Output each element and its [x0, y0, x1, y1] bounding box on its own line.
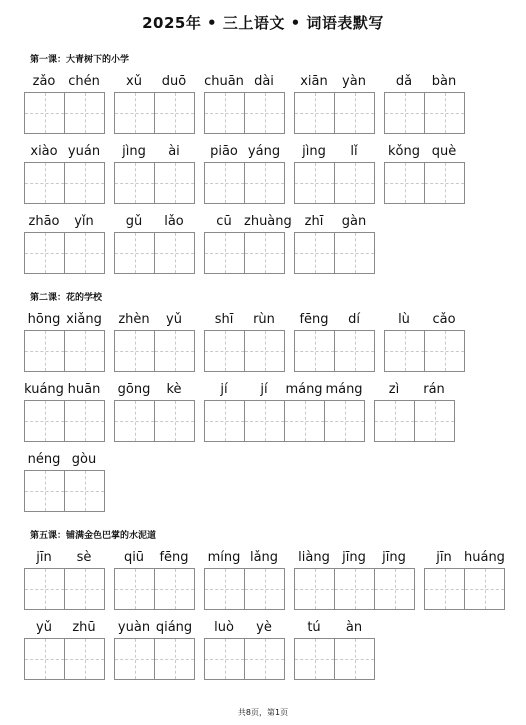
- writing-grid: [204, 330, 285, 372]
- pinyin-row: [294, 144, 375, 160]
- writing-grid: [24, 638, 105, 680]
- pinyin-row: [204, 382, 365, 398]
- pinyin-syllable: hōng: [27, 312, 61, 327]
- pinyin-syllable: gàn: [341, 214, 367, 229]
- writing-grid: [294, 330, 375, 372]
- writing-grid: [114, 638, 195, 680]
- pinyin-syllable: kǒng: [388, 144, 420, 159]
- writing-grid: [24, 470, 105, 512]
- word-group: [294, 214, 375, 274]
- pinyin-syllable: lǎng: [249, 550, 279, 565]
- word-group: [114, 74, 195, 134]
- pinyin-syllable: bàn: [431, 74, 457, 89]
- writing-box[interactable]: [65, 401, 104, 441]
- pinyin-row: [384, 312, 465, 328]
- writing-box[interactable]: [335, 93, 374, 133]
- writing-box[interactable]: [245, 163, 284, 203]
- pinyin-syllable: jìng: [122, 144, 146, 159]
- pinyin-syllable: cǎo: [432, 312, 456, 327]
- pinyin-row: [24, 214, 105, 230]
- pinyin-syllable: máng: [285, 382, 323, 397]
- writing-box[interactable]: [295, 569, 335, 609]
- pinyin-syllable: xiào: [30, 144, 58, 159]
- pinyin-syllable: xiǎng: [66, 312, 102, 327]
- writing-grid: [374, 400, 455, 442]
- writing-box[interactable]: [65, 233, 104, 273]
- pinyin-row: [114, 382, 195, 398]
- writing-box[interactable]: [205, 639, 245, 679]
- pinyin-syllable: chuān: [204, 74, 244, 89]
- writing-grid: [114, 92, 195, 134]
- pinyin-syllable: dí: [348, 312, 360, 327]
- writing-grid: [424, 568, 505, 610]
- writing-grid: [24, 232, 105, 274]
- pinyin-row: [204, 214, 292, 230]
- pinyin-syllable: yè: [256, 620, 272, 635]
- writing-box[interactable]: [25, 163, 65, 203]
- pinyin-row: [204, 620, 285, 636]
- writing-box[interactable]: [65, 569, 104, 609]
- pinyin-syllable: luò: [214, 620, 234, 635]
- writing-box[interactable]: [205, 93, 245, 133]
- pinyin-syllable: gòu: [71, 452, 97, 467]
- pinyin-syllable: jí: [220, 382, 228, 397]
- writing-grid: [204, 400, 365, 442]
- writing-grid: [204, 232, 285, 274]
- pinyin-syllable: jīn: [436, 550, 452, 565]
- writing-grid: [204, 162, 285, 204]
- pinyin-syllable: piāo: [210, 144, 238, 159]
- writing-box[interactable]: [115, 93, 155, 133]
- pinyin-syllable: jīn: [36, 550, 52, 565]
- pinyin-syllable: zǎo: [32, 74, 56, 89]
- pinyin-syllable: yǐn: [74, 214, 94, 229]
- pinyin-syllable: zhī: [304, 214, 324, 229]
- writing-box[interactable]: [375, 401, 415, 441]
- writing-grid: [114, 330, 195, 372]
- writing-box[interactable]: [65, 163, 104, 203]
- word-group: [114, 382, 195, 442]
- pinyin-row: [114, 74, 195, 90]
- writing-grid: [114, 232, 195, 274]
- pinyin-syllable: huáng: [464, 550, 505, 565]
- writing-box[interactable]: [25, 401, 65, 441]
- pinyin-syllable: zhāo: [28, 214, 60, 229]
- writing-box[interactable]: [65, 93, 104, 133]
- writing-box[interactable]: [155, 639, 194, 679]
- pinyin-row: [24, 74, 105, 90]
- writing-grid: [204, 92, 285, 134]
- pinyin-syllable: zì: [388, 382, 400, 397]
- pinyin-row: [374, 382, 455, 398]
- writing-box[interactable]: [295, 93, 335, 133]
- pinyin-syllable: jīng: [342, 550, 366, 565]
- pinyin-row: [24, 620, 105, 636]
- writing-box[interactable]: [285, 401, 325, 441]
- pinyin-syllable: lǎo: [164, 214, 184, 229]
- pinyin-row: [114, 312, 195, 328]
- pinyin-syllable: huān: [67, 382, 101, 397]
- writing-grid: [384, 162, 465, 204]
- writing-box[interactable]: [385, 93, 425, 133]
- writing-box[interactable]: [25, 331, 65, 371]
- writing-box[interactable]: [205, 401, 245, 441]
- writing-box[interactable]: [375, 569, 414, 609]
- pinyin-syllable: kè: [166, 382, 182, 397]
- pinyin-syllable: qiáng: [155, 620, 193, 635]
- word-group: [294, 74, 375, 134]
- word-group: [294, 620, 375, 680]
- pinyin-syllable: qiū: [123, 550, 145, 565]
- writing-box[interactable]: [335, 639, 374, 679]
- pinyin-row: [294, 620, 375, 636]
- pinyin-syllable: máng: [325, 382, 363, 397]
- pinyin-syllable: duō: [161, 74, 187, 89]
- writing-box[interactable]: [155, 163, 194, 203]
- writing-grid: [114, 162, 195, 204]
- word-group: [114, 144, 195, 204]
- writing-box[interactable]: [65, 639, 104, 679]
- writing-box[interactable]: [115, 639, 155, 679]
- pinyin-syllable: xiān: [300, 74, 328, 89]
- writing-box[interactable]: [205, 233, 245, 273]
- writing-grid: [24, 92, 105, 134]
- pinyin-syllable: yuán: [67, 144, 101, 159]
- pinyin-row: [24, 550, 105, 566]
- pinyin-syllable: yáng: [247, 144, 281, 159]
- pinyin-syllable: jí: [260, 382, 268, 397]
- page-footer: 共8页，第1页: [237, 708, 289, 717]
- writing-grid: [24, 162, 105, 204]
- writing-box[interactable]: [245, 569, 284, 609]
- writing-box[interactable]: [335, 233, 374, 273]
- writing-box[interactable]: [425, 331, 464, 371]
- word-group: [24, 620, 105, 680]
- writing-box[interactable]: [295, 163, 335, 203]
- word-group: [384, 74, 465, 134]
- writing-box[interactable]: [205, 569, 245, 609]
- word-group: [384, 312, 465, 372]
- writing-box[interactable]: [465, 569, 504, 609]
- writing-box[interactable]: [25, 233, 65, 273]
- section-heading: 第二课：花的学校: [30, 293, 103, 303]
- word-group: [204, 550, 285, 610]
- pinyin-syllable: shī: [214, 312, 234, 327]
- pinyin-syllable: gōng: [117, 382, 151, 397]
- writing-box[interactable]: [245, 401, 285, 441]
- pinyin-syllable: lù: [398, 312, 410, 327]
- word-group: [204, 74, 285, 134]
- section-heading: 第一课：大青树下的小学: [30, 55, 130, 65]
- pinyin-syllable: dài: [254, 74, 274, 89]
- writing-grid: [294, 232, 375, 274]
- pinyin-syllable: liàng: [298, 550, 330, 565]
- writing-box[interactable]: [65, 331, 104, 371]
- pinyin-row: [384, 74, 465, 90]
- writing-box[interactable]: [115, 569, 155, 609]
- word-group: [294, 312, 375, 372]
- writing-box[interactable]: [115, 401, 155, 441]
- writing-box[interactable]: [325, 401, 364, 441]
- pinyin-row: [114, 144, 195, 160]
- pinyin-row: [204, 74, 285, 90]
- writing-grid: [294, 638, 375, 680]
- writing-box[interactable]: [205, 163, 245, 203]
- writing-box[interactable]: [335, 331, 374, 371]
- writing-box[interactable]: [295, 639, 335, 679]
- pinyin-syllable: kuáng: [24, 382, 64, 397]
- pinyin-syllable: tú: [307, 620, 321, 635]
- pinyin-row: [24, 452, 105, 468]
- pinyin-syllable: míng: [207, 550, 241, 565]
- pinyin-row: [424, 550, 505, 566]
- writing-box[interactable]: [155, 331, 194, 371]
- writing-grid: [204, 638, 285, 680]
- pinyin-row: [114, 214, 195, 230]
- writing-box[interactable]: [25, 569, 65, 609]
- pinyin-syllable: jīng: [382, 550, 406, 565]
- pinyin-syllable: zhū: [72, 620, 96, 635]
- writing-box[interactable]: [245, 93, 284, 133]
- word-group: [114, 312, 195, 372]
- writing-grid: [24, 568, 105, 610]
- writing-box[interactable]: [155, 401, 194, 441]
- pinyin-syllable: fēng: [159, 550, 189, 565]
- writing-grid: [24, 400, 105, 442]
- writing-grid: [384, 92, 465, 134]
- writing-grid: [114, 568, 195, 610]
- writing-box[interactable]: [115, 233, 155, 273]
- word-group: [204, 214, 292, 274]
- pinyin-row: [294, 214, 375, 230]
- writing-box[interactable]: [425, 93, 464, 133]
- word-group: [384, 144, 465, 204]
- pinyin-row: [24, 382, 105, 398]
- writing-box[interactable]: [25, 639, 65, 679]
- pinyin-syllable: jìng: [302, 144, 326, 159]
- word-group: [114, 620, 195, 680]
- writing-box[interactable]: [335, 569, 375, 609]
- writing-box[interactable]: [25, 471, 65, 511]
- writing-grid: [204, 568, 285, 610]
- pinyin-row: [294, 312, 375, 328]
- pinyin-row: [24, 144, 105, 160]
- writing-box[interactable]: [155, 233, 194, 273]
- pinyin-row: [114, 620, 195, 636]
- word-group: [204, 144, 285, 204]
- writing-box[interactable]: [425, 569, 465, 609]
- word-group: [24, 144, 105, 204]
- pinyin-syllable: rùn: [253, 312, 275, 327]
- word-group: [24, 550, 105, 610]
- writing-box[interactable]: [335, 163, 374, 203]
- writing-grid: [294, 92, 375, 134]
- writing-box[interactable]: [65, 471, 104, 511]
- pinyin-syllable: yǔ: [166, 312, 182, 327]
- writing-box[interactable]: [205, 331, 245, 371]
- word-group: [424, 550, 505, 610]
- pinyin-row: [204, 144, 285, 160]
- pinyin-syllable: néng: [27, 452, 61, 467]
- word-group: [204, 382, 365, 442]
- pinyin-syllable: zhuàng: [244, 214, 292, 229]
- pinyin-row: [24, 312, 105, 328]
- writing-grid: [24, 330, 105, 372]
- pinyin-row: [384, 144, 465, 160]
- writing-box[interactable]: [385, 331, 425, 371]
- pinyin-row: [294, 550, 415, 566]
- pinyin-syllable: fēng: [299, 312, 329, 327]
- word-group: [24, 452, 105, 512]
- writing-box[interactable]: [245, 639, 284, 679]
- writing-grid: [114, 400, 195, 442]
- pinyin-syllable: yuàn: [117, 620, 151, 635]
- writing-box[interactable]: [415, 401, 454, 441]
- word-group: [294, 144, 375, 204]
- writing-grid: [294, 568, 415, 610]
- writing-box[interactable]: [295, 233, 335, 273]
- writing-box[interactable]: [295, 331, 335, 371]
- word-group: [204, 312, 285, 372]
- writing-box[interactable]: [155, 569, 194, 609]
- pinyin-syllable: què: [431, 144, 457, 159]
- word-group: [204, 620, 285, 680]
- writing-box[interactable]: [245, 233, 284, 273]
- pinyin-row: [204, 312, 285, 328]
- writing-box[interactable]: [425, 163, 464, 203]
- writing-box[interactable]: [385, 163, 425, 203]
- pinyin-row: [294, 74, 375, 90]
- pinyin-syllable: lǐ: [350, 144, 358, 159]
- pinyin-syllable: yàn: [342, 74, 366, 89]
- writing-box[interactable]: [115, 331, 155, 371]
- pinyin-syllable: sè: [76, 550, 92, 565]
- pinyin-syllable: dǎ: [395, 74, 413, 89]
- word-group: [294, 550, 415, 610]
- writing-box[interactable]: [25, 93, 65, 133]
- word-group: [114, 214, 195, 274]
- word-group: [24, 382, 105, 442]
- pinyin-syllable: cū: [216, 214, 232, 229]
- section-heading: 第五课：铺满金色巴掌的水泥道: [30, 531, 157, 541]
- pinyin-syllable: gǔ: [125, 214, 143, 229]
- word-group: [24, 312, 105, 372]
- pinyin-syllable: zhèn: [118, 312, 150, 327]
- word-group: [24, 214, 105, 274]
- writing-box[interactable]: [155, 93, 194, 133]
- pinyin-row: [114, 550, 195, 566]
- pinyin-syllable: chén: [68, 74, 100, 89]
- writing-box[interactable]: [115, 163, 155, 203]
- pinyin-syllable: yǔ: [36, 620, 52, 635]
- word-group: [24, 74, 105, 134]
- writing-grid: [384, 330, 465, 372]
- pinyin-syllable: rán: [423, 382, 445, 397]
- pinyin-row: [204, 550, 285, 566]
- pinyin-syllable: ài: [168, 144, 180, 159]
- pinyin-syllable: àn: [345, 620, 363, 635]
- page-title: 2025年 • 三上语文 • 词语表默写: [142, 14, 384, 32]
- word-group: [114, 550, 195, 610]
- writing-grid: [294, 162, 375, 204]
- pinyin-syllable: xǔ: [126, 74, 142, 89]
- word-group: [374, 382, 455, 442]
- writing-box[interactable]: [245, 331, 284, 371]
